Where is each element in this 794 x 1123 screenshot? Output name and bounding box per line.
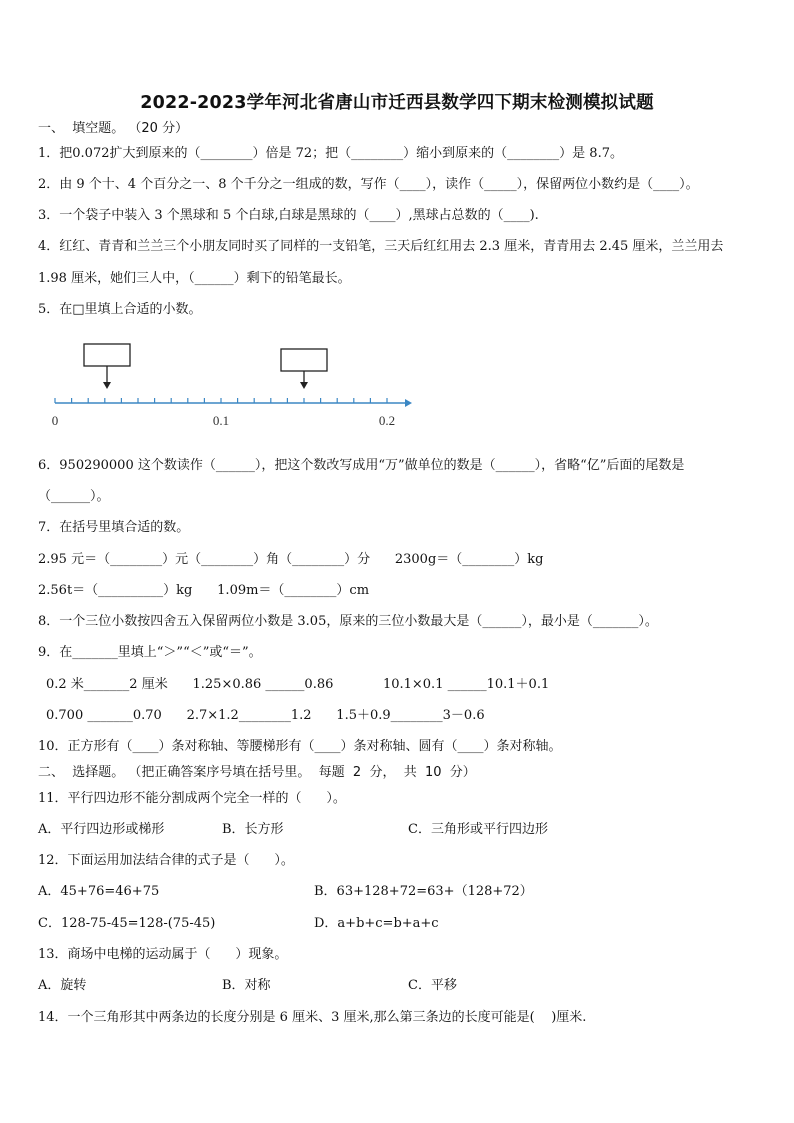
answer-box-1 bbox=[84, 344, 130, 366]
question-6-line-1: 6．950290000 这个数读作（______），把这个数改写成用“万”做单位的数是（______），省略“亿”后面的尾数是 bbox=[38, 458, 685, 473]
tick-label-0-1: 0.1 bbox=[212, 413, 230, 428]
question-13: 13．商场中电梯的运动属于（ ）现象。 bbox=[38, 947, 288, 962]
question-12: 12．下面运用加法结合律的式子是（ ）。 bbox=[38, 853, 294, 868]
question-3: 3．一个袋子中装入 3 个黑球和 5 个白球,白球是黑球的（____）,黑球占总数的（____). bbox=[38, 208, 539, 223]
question-14: 14．一个三角形其中两条边的长度分别是 6 厘米、3 厘米,那么第三条边的长度可能是( )厘米. bbox=[38, 1010, 587, 1025]
question-7-row-1: 2.95 元＝（________）元（________）角（________）分 2300g＝（________）kg bbox=[38, 552, 544, 567]
question-7-row-2: 2.56t＝（__________）kg 1.09m＝（________）cm bbox=[38, 583, 370, 598]
section-heading-fill-in: 一、 填空题。 （20 分） bbox=[38, 121, 189, 136]
answer-box-2 bbox=[281, 349, 327, 371]
q12-option-c: C．128-75-45=128-(75-45) bbox=[38, 916, 216, 931]
question-6-line-2: （______）。 bbox=[38, 489, 110, 504]
q12-option-d: D．a+b+c=b+a+c bbox=[314, 916, 439, 931]
question-9-row-2: 0.700 _______0.70 2.7×1.2________1.2 1.5＋0.9________3－0.6 bbox=[46, 708, 485, 723]
question-10: 10．正方形有（____）条对称轴、等腰梯形有（____）条对称轴、圆有（____）条对称轴。 bbox=[38, 739, 562, 754]
arrow-2-head bbox=[300, 382, 308, 389]
q13-option-c: C．平移 bbox=[408, 978, 457, 993]
number-line-ticks bbox=[55, 398, 387, 403]
number-line-figure bbox=[40, 336, 420, 431]
question-9-row-1: 0.2 米_______2 厘米 1.25×0.86 ______0.86 10.1×0.1 ______10.1＋0.1 bbox=[46, 677, 550, 692]
tick-label-0: 0 bbox=[51, 413, 59, 428]
q13-option-a: A．旋转 bbox=[38, 978, 87, 993]
question-8: 8．一个三位小数按四舍五入保留两位小数是 3.05，原来的三位小数最大是（______），最小是（_______）。 bbox=[38, 614, 658, 629]
tick-label-0-2: 0.2 bbox=[378, 413, 396, 428]
question-11: 11．平行四边形不能分割成两个完全一样的（ ）。 bbox=[38, 791, 346, 806]
page-title: 2022-2023学年河北省唐山市迁西县数学四下期末检测模拟试题 bbox=[140, 93, 654, 113]
q13-option-b: B．对称 bbox=[222, 978, 271, 993]
question-5: 5．在□里填上合适的小数。 bbox=[38, 302, 202, 317]
section-heading-choice: 二、 选择题。 （把正确答案序号填在括号里。 每题 2 分， 共 10 分） bbox=[38, 765, 476, 780]
number-line-arrowhead bbox=[405, 399, 412, 407]
q12-option-a: A．45+76=46+75 bbox=[38, 884, 160, 899]
question-7: 7．在括号里填合适的数。 bbox=[38, 520, 190, 535]
question-2: 2．由 9 个十、4 个百分之一、8 个千分之一组成的数，写作（____），读作（_____），保留两位小数约是（____）。 bbox=[38, 177, 699, 192]
q11-option-a: A．平行四边形或梯形 bbox=[38, 822, 165, 837]
question-4-line-1: 4．红红、青青和兰兰三个小朋友同时买了同样的一支铅笔，三天后红红用去 2.3 厘米，青青用去 2.45 厘米，兰兰用去 bbox=[38, 239, 724, 254]
arrow-1-head bbox=[103, 382, 111, 389]
question-1: 1．把0.072扩大到原来的（________）倍是 72；把（________）缩小到原来的（________）是 8.7。 bbox=[38, 146, 623, 161]
q12-option-b: B．63+128+72=63+（128+72） bbox=[314, 884, 533, 899]
question-4-line-2: 1.98 厘米，她们三人中，（______）剩下的铅笔最长。 bbox=[38, 271, 351, 286]
q11-option-c: C．三角形或平行四边形 bbox=[408, 822, 548, 837]
q11-option-b: B．长方形 bbox=[222, 822, 284, 837]
question-9: 9．在_______里填上“＞”“＜”或“＝”。 bbox=[38, 645, 262, 660]
